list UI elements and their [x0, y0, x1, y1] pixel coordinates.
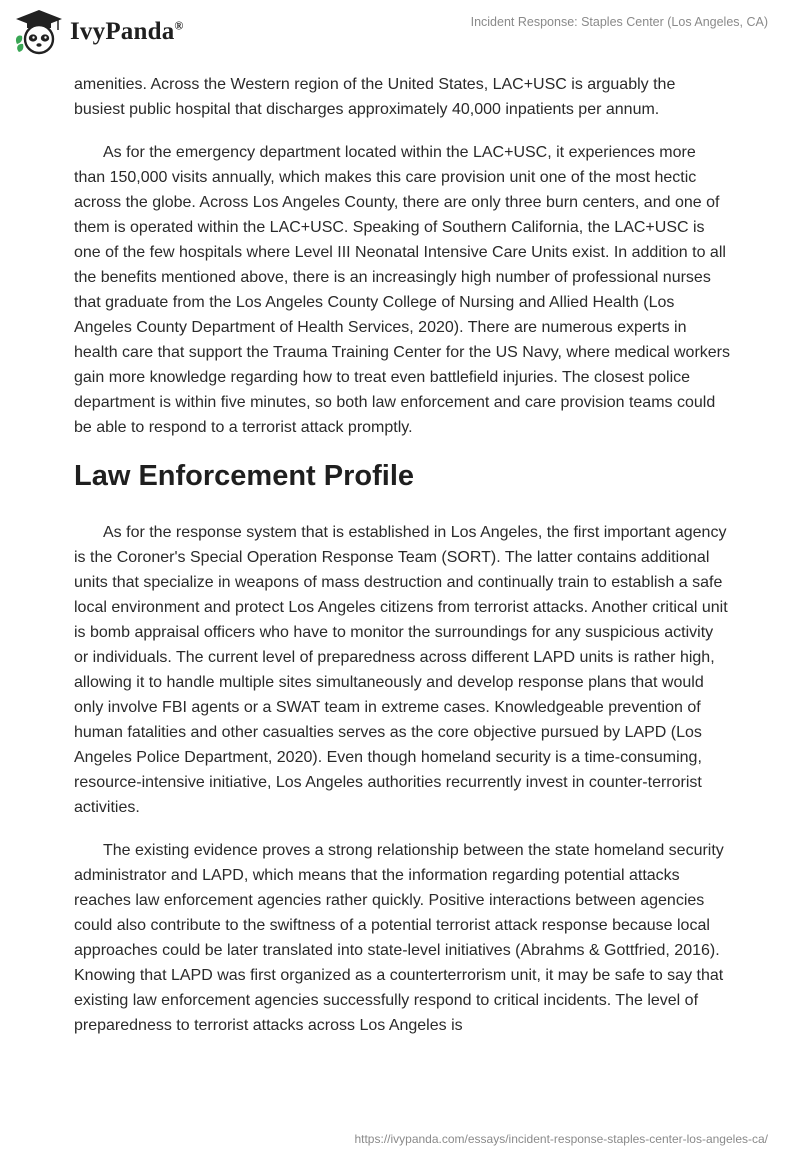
- panda-graduate-icon: [12, 8, 66, 56]
- source-url[interactable]: https://ivypanda.com/essays/incident-response-staples-center-los-angeles-ca/: [354, 1132, 768, 1146]
- ivypanda-logo[interactable]: [12, 8, 184, 56]
- paragraph-response-system: As for the response system that is established in Los Angeles, the first important agency is the Coroner's Special Operation Response Team (SORT). The latter contains additional units that specialize in weapons of mass destruction and continually train to establish a safe local environment and protect Los Angeles citizens from terrorist attacks. Another critical unit is bomb appraisal officers who have to monitor the surroundings for any suspicious activity or individuals. The current level of preparedness across different LAPD units is rather high, allowing it to handle multiple sites simultaneously and develop response plans that would only involve FBI agents or a SWAT team in extreme cases. Knowledgeable prevention of human fatalities and other casualties serves as the core objective pursued by LAPD (Los Angeles Police Department, 2020). Even though homeland security is a time-consuming, resource-intensive initiative, Los Angeles authorities recurrently invest in counter-terrorist activities.: [74, 524, 728, 816]
- registered-mark: ®: [174, 18, 184, 33]
- brand-name: IvyPanda®: [70, 18, 184, 45]
- paragraph-emergency-department: As for the emergency department located within the LAC+USC, it experiences more than 150,000 visits annually, which makes this care provision unit one of the most hectic across the globe. Across Los Angeles County, there are only three burn centers, and one of them is operated within the LAC+USC. Speaking of Southern California, the LAC+USC is one of the few hospitals where Level III Neonatal Intensive Care Units exist. In addition to all the benefits mentioned above, there is an increasingly high number of professional nurses that graduate from the Los Angeles County College of Nursing and Allied Health (Los Angeles County Department of Health Services, 2020). There are numerous experts in health care that support the Trauma Training Center for the US Navy, where medical workers gain more knowledge regarding how to treat even battlefield injuries. The closest police department is within five minutes, so both law enforcement and care provision teams could be able to respond to a terrorist attack promptly.: [74, 144, 731, 436]
- document-title: Incident Response: Staples Center (Los Angeles, CA): [470, 15, 768, 29]
- page-header: [0, 0, 800, 70]
- essay-content: [74, 72, 730, 1056]
- paragraph-continued: amenities. Across the Western region of the United States, LAC+USC is arguably the busiest public hospital that discharges approximately 40,000 inpatients per annum.: [74, 76, 676, 118]
- paragraph-existing-evidence: The existing evidence proves a strong relationship between the state homeland security administrator and LAPD, which means that the information regarding potential attacks reaches law enforcement agencies rather quickly. Positive interactions between agencies could also contribute to the swiftness of a potential terrorist attack response because local approaches could be later translated into state-level initiatives (Abrahms & Gottfried, 2016). Knowing that LAPD was first organized as a counterterrorism unit, it may be safe to say that existing law enforcement agencies successfully respond to critical incidents. The level of preparedness to terrorist attacks across Los Angeles is: [74, 842, 724, 1034]
- section-heading: Law Enforcement Profile: [74, 460, 415, 492]
